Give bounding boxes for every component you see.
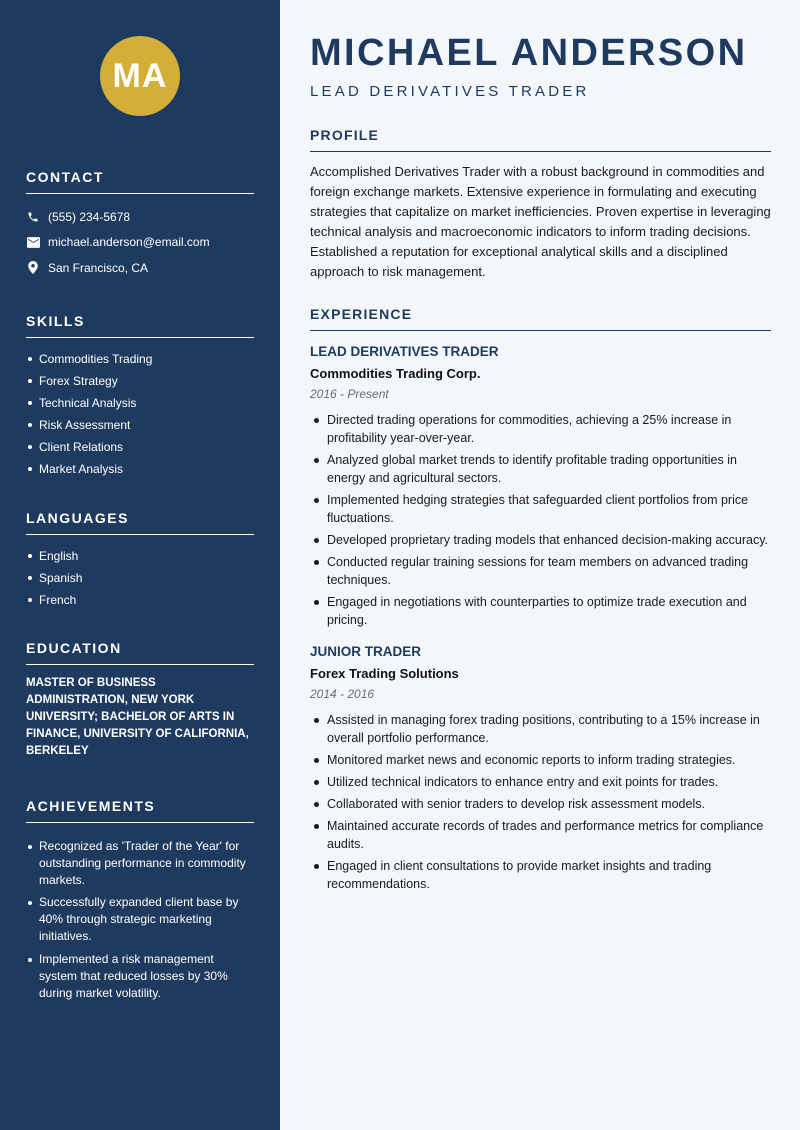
education-heading: EDUCATION — [26, 640, 254, 665]
main-content — [280, 0, 800, 1130]
job-dates: 2016 - Present — [310, 387, 389, 401]
job-company: Commodities Trading Corp. — [310, 366, 481, 381]
location-text: San Francisco, CA — [48, 260, 149, 275]
job-bullet: Engaged in client consultations to provide market insights and trading recommendations. — [310, 857, 771, 893]
language-item: Spanish — [26, 567, 254, 589]
skill-item: Technical Analysis — [26, 392, 254, 414]
job-bullet: Monitored market news and economic reports to inform trading strategies. — [310, 751, 771, 769]
education-section — [26, 640, 254, 761]
languages-list — [26, 545, 254, 611]
mail-icon — [26, 235, 40, 249]
job-bullet: Developed proprietary trading models that enhanced decision-making accuracy. — [310, 531, 771, 549]
job-bullet-list — [310, 711, 771, 893]
contact-location — [26, 255, 254, 281]
contact-email — [26, 230, 254, 256]
job-bullet: Analyzed global market trends to identify profitable trading opportunities in energy and agricultural sectors. — [310, 451, 771, 487]
candidate-name: MICHAEL ANDERSON — [310, 32, 748, 74]
job-title: LEAD DERIVATIVES TRADER — [310, 344, 499, 359]
achievements-section — [26, 798, 254, 1002]
contact-list — [26, 204, 254, 281]
skills-heading: SKILLS — [26, 313, 254, 338]
languages-heading: LANGUAGES — [26, 510, 254, 535]
language-item: English — [26, 545, 254, 567]
job-company: Forex Trading Solutions — [310, 666, 459, 681]
experience-heading: EXPERIENCE — [310, 306, 771, 331]
education-text: MASTER OF BUSINESS ADMINISTRATION, NEW YORK UNIVERSITY; BACHELOR OF ARTS IN FINANCE, UNIVERSITY OF CALIFORNIA, BERKELEY — [26, 676, 249, 758]
achievement-item: Recognized as 'Trader of the Year' for outstanding performance in commodity markets. — [26, 838, 254, 889]
languages-section — [26, 510, 254, 611]
profile-text: Accomplished Derivatives Trader with a robust background in commodities and foreign exchange markets. Extensive experience in formulating and executing strategies that capitalize on market inefficiencies. Proven expertise in leveraging technical analysis and macroeconomic indicators to inform trading decisions. Established a reputation for exceptional analytical skills and a disciplined approach to risk management. — [310, 164, 771, 279]
skill-item: Forex Strategy — [26, 370, 254, 392]
profile-section — [310, 127, 771, 282]
profile-heading: PROFILE — [310, 127, 771, 152]
skill-item: Market Analysis — [26, 458, 254, 480]
contact-phone — [26, 204, 254, 230]
job-dates: 2014 - 2016 — [310, 687, 375, 701]
avatar — [100, 36, 180, 116]
achievement-item: Implemented a risk management system that reduced losses by 30% during market volatility. — [26, 951, 254, 1002]
job-bullet: Engaged in negotiations with counterparties to optimize trade execution and pricing. — [310, 593, 771, 629]
job-bullet: Assisted in managing forex trading positions, contributing to a 15% increase in overall portfolio performance. — [310, 711, 771, 747]
job-title: JUNIOR TRADER — [310, 644, 422, 659]
job-entry — [310, 343, 771, 629]
location-pin-icon — [26, 261, 40, 275]
sidebar — [0, 0, 280, 1130]
job-bullet: Conducted regular training sessions for team members on advanced trading techniques. — [310, 553, 771, 589]
job-entry — [310, 643, 771, 893]
job-bullet: Implemented hedging strategies that safeguarded client portfolios from price fluctuations. — [310, 491, 771, 527]
job-bullet-list — [310, 411, 771, 629]
skill-item: Client Relations — [26, 436, 254, 458]
skill-item: Commodities Trading — [26, 348, 254, 370]
job-bullet: Collaborated with senior traders to develop risk assessment models. — [310, 795, 771, 813]
language-item: French — [26, 589, 254, 611]
phone-text[interactable]: (555) 234-5678 — [48, 209, 131, 224]
phone-icon — [26, 210, 40, 224]
job-bullet: Utilized technical indicators to enhance entry and exit points for trades. — [310, 773, 771, 791]
achievements-heading: ACHIEVEMENTS — [26, 798, 254, 823]
experience-section — [310, 306, 771, 893]
skills-list — [26, 348, 254, 480]
skills-section — [26, 313, 254, 480]
skill-item: Risk Assessment — [26, 414, 254, 436]
candidate-title: LEAD DERIVATIVES TRADER — [310, 83, 590, 100]
avatar-initials: MA — [112, 56, 168, 95]
contact-section — [26, 169, 254, 281]
achievements-list — [26, 838, 254, 1002]
job-bullet: Directed trading operations for commodities, achieving a 25% increase in profitability year-over-year. — [310, 411, 771, 447]
achievement-item: Successfully expanded client base by 40% through strategic marketing initiatives. — [26, 894, 254, 945]
contact-heading: CONTACT — [26, 169, 254, 194]
email-text[interactable]: michael.anderson@email.com — [48, 235, 210, 250]
job-bullet: Maintained accurate records of trades and performance metrics for compliance audits. — [310, 817, 771, 853]
